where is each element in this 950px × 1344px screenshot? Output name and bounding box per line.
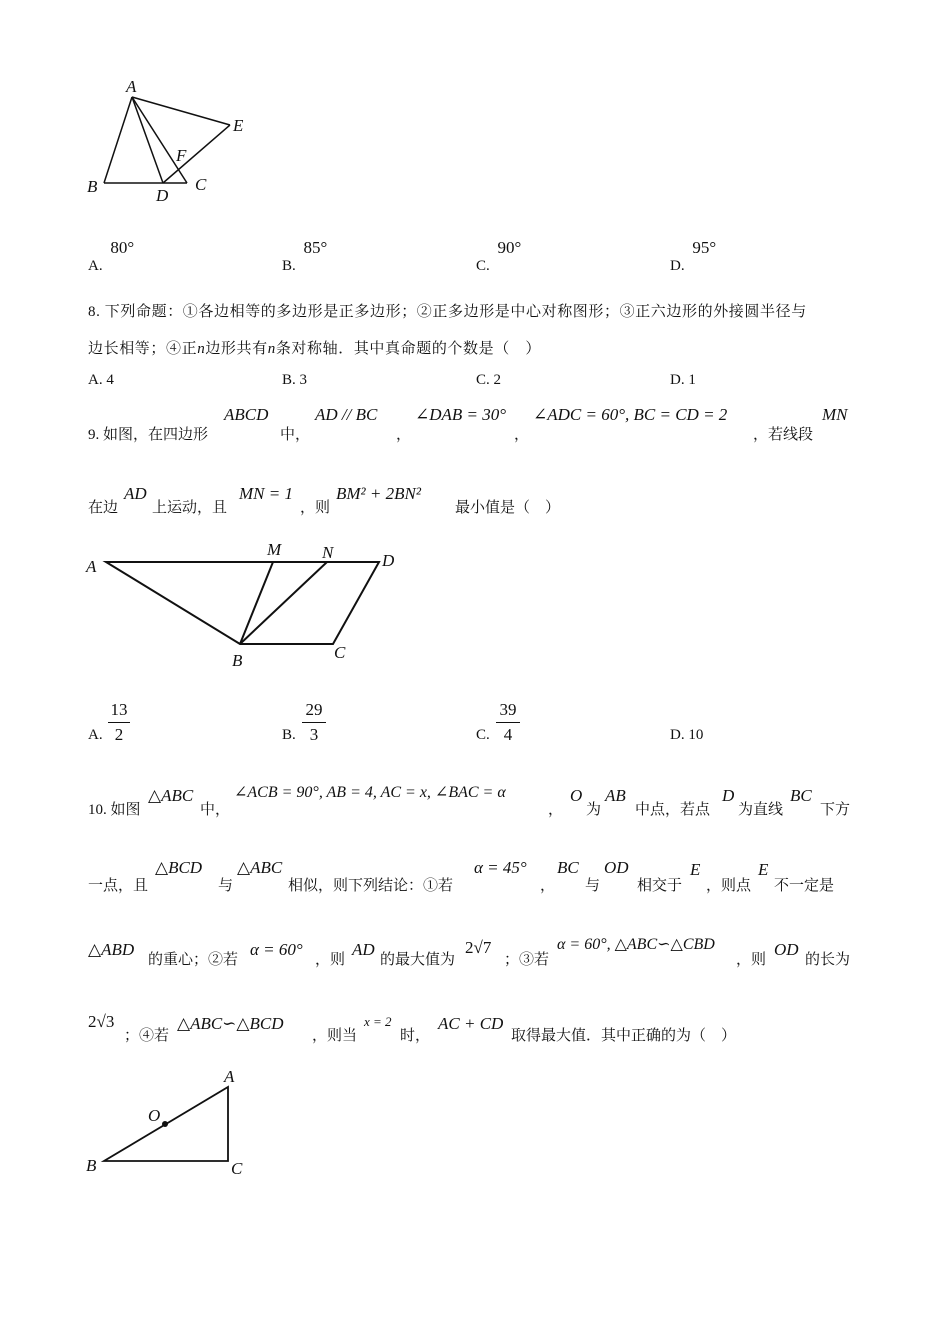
q10-l2-e: 与 [585, 878, 601, 894]
q9-option-a-num: 13 [110, 700, 128, 719]
q10-label-c: C [231, 1159, 243, 1178]
q8-option-d[interactable]: D. 1 [670, 372, 696, 388]
q8-line1: 8. 下列命题：①各边相等的多边形是正多边形；②正多边形是中心对称图形；③正六边形的外接圆半径与 [88, 304, 807, 320]
q9-abcd: ABCD [224, 405, 269, 424]
q9-option-d-letter: D. [670, 727, 685, 743]
q10-od2: OD [774, 940, 799, 959]
q9-parallel: AD // BC [315, 405, 378, 424]
q7-label-f: F [176, 146, 187, 165]
q8-line2 [88, 337, 541, 358]
q10-l1-a: 10. 如图 [88, 802, 141, 818]
q10-e: E [690, 860, 701, 879]
q8-option-b[interactable]: B. 3 [282, 372, 308, 388]
q9-mn: MN [822, 405, 848, 424]
q9-label-d: D [382, 551, 395, 570]
q10-sum: AC + CD [438, 1014, 504, 1033]
q9-option-c-fraction [496, 700, 520, 745]
q10-l2-b: 与 [218, 878, 234, 894]
q8-option-a[interactable]: A. 4 [88, 372, 114, 388]
q10-bc2: BC [557, 858, 579, 877]
q9-option-d-value: 10 [688, 727, 704, 743]
q10-l3-d: ；③若 [504, 952, 550, 968]
q10-l2-g: ，则点 [706, 878, 752, 894]
q7-label-c: C [195, 175, 207, 194]
q10-l2-d: ， [540, 878, 556, 894]
q9-comma2: ， [514, 427, 530, 443]
q10-l1-g: 下方 [820, 802, 851, 818]
q10-label-o: O [148, 1106, 161, 1125]
q10-l3-b: ，则 [315, 952, 346, 968]
q9-l2-c: ，则 [300, 500, 331, 516]
q10-l2-f: 相交于 [637, 878, 683, 894]
q7-label-d: D [156, 186, 169, 205]
q9-option-a-letter[interactable]: A. [88, 727, 103, 743]
q7-option-b-letter: B. [282, 258, 296, 274]
q7-option-c-letter: C. [476, 258, 490, 274]
q9-option-b-num: 29 [305, 700, 323, 719]
q9-option-c-letter[interactable]: C. [476, 727, 490, 743]
q8-line2-a: 边长相等；④正 [88, 341, 198, 357]
q10-l4-a: ；④若 [124, 1028, 170, 1044]
q10-tri-abd: △ABD [88, 940, 135, 959]
q8-n1: n [197, 341, 206, 357]
q10-o: O [570, 786, 583, 805]
q10-tri-abc: △ABC [148, 786, 194, 805]
q10-l3-f: 的长为 [805, 952, 851, 968]
q7-label-a: A [126, 77, 137, 96]
q10-l2-c: 相似，则下列结论：①若 [288, 878, 454, 894]
q9-option-b-fraction [302, 700, 326, 745]
q9-option-c-den: 4 [503, 725, 513, 744]
q10-l2-h: 不一定是 [774, 878, 835, 894]
q9-ad: AD [124, 484, 147, 503]
q9-label-b: B [232, 651, 243, 670]
q10-l3-e: ，则 [736, 952, 767, 968]
q9-label-a: A [86, 557, 97, 576]
q10-ab: AB [605, 786, 626, 805]
q9-expr: BM² + 2BN² [336, 484, 421, 503]
q7-option-b-value: 85° [303, 238, 328, 257]
q10-label-b: B [86, 1156, 97, 1175]
q7-option-a-letter: A. [88, 258, 103, 274]
q7-label-b: B [87, 177, 98, 196]
q9-label-m: M [267, 540, 282, 559]
q9-label-c: C [334, 643, 346, 662]
q10-l1-c: ， [548, 802, 564, 818]
q10-l1-b: 中， [200, 802, 231, 818]
q9-option-b-letter[interactable]: B. [282, 727, 296, 743]
q10-val2: 2√3 [88, 1012, 115, 1031]
q9-option-a-fraction [108, 700, 130, 745]
q9-figure [80, 535, 410, 675]
q9-option-a-den: 2 [114, 725, 124, 744]
q7-figure [80, 75, 260, 210]
q10-ad: AD [352, 940, 375, 959]
q10-l1-e: 中点，若点 [635, 802, 711, 818]
q9-angle2: ∠ADC = 60°, BC = CD = 2 [533, 405, 728, 424]
q9-t3: ，若线段 [753, 427, 814, 443]
q10-tri-bcd: △BCD [155, 858, 203, 877]
q7-option-d-letter: D. [670, 258, 685, 274]
q9-t2: 中， [280, 427, 311, 443]
q10-l4-c: 时， [400, 1028, 431, 1044]
q9-mn-eq: MN = 1 [239, 484, 293, 503]
q10-tri-abc2: △ABC [237, 858, 283, 877]
q9-l2-a: 在边 [88, 500, 119, 516]
q8-option-c[interactable]: C. 2 [476, 372, 502, 388]
q10-point-o [162, 1121, 168, 1127]
q7-option-c-value: 90° [497, 238, 522, 257]
q7-option-c[interactable] [476, 238, 522, 274]
q10-val1: 2√7 [465, 938, 492, 957]
q7-label-e: E [233, 116, 244, 135]
q10-l3-a: 的重心；②若 [148, 952, 239, 968]
q9-angle1: ∠DAB = 30° [415, 405, 507, 424]
q10-l2-a: 一点，且 [88, 878, 149, 894]
q9-label-n: N [322, 543, 334, 562]
q10-l1-f: 为直线 [738, 802, 784, 818]
q10-alpha60: α = 60° [250, 940, 303, 959]
q9-option-b-den: 3 [309, 725, 319, 744]
q7-option-d-value: 95° [692, 238, 717, 257]
q7-option-a[interactable] [88, 238, 135, 274]
q9-option-d[interactable] [670, 727, 703, 744]
q7-option-a-value: 80° [110, 238, 135, 257]
q10-x2: x = 2 [364, 1014, 392, 1029]
q10-figure [80, 1062, 260, 1182]
q10-alpha45: α = 45° [474, 858, 527, 877]
q8-n2: n [267, 341, 276, 357]
q10-bc: BC [790, 786, 812, 805]
q8-line2-b: 边形共有 [205, 341, 268, 357]
q10-d: D [722, 786, 735, 805]
q10-l3-c: 的最大值为 [380, 952, 456, 968]
q10-od: OD [604, 858, 629, 877]
q8-line2-c: 条对称轴．其中真命题的个数是（ ） [275, 341, 542, 357]
q9-l2-b: 上运动，且 [152, 500, 228, 516]
q10-sim: △ABC∽△BCD [177, 1014, 284, 1033]
q9-t1: 9. 如图，在四边形 [88, 427, 209, 443]
q10-l4-d: 取得最大值．其中正确的为（ ） [511, 1028, 737, 1044]
q10-l1-d: 为 [586, 802, 602, 818]
q10-e2: E [758, 860, 769, 879]
q9-option-c-num: 39 [499, 700, 517, 719]
q10-cond3: α = 60°, △ABC∽△CBD [557, 936, 715, 953]
q9-comma1: ， [396, 427, 412, 443]
q7-option-b[interactable] [282, 238, 328, 274]
q7-option-d[interactable] [670, 238, 717, 274]
q10-cond: ∠ACB = 90°, AB = 4, AC = x, ∠BAC = α [234, 784, 506, 801]
q10-l4-b: ，则当 [312, 1028, 358, 1044]
q10-label-a: A [224, 1067, 235, 1086]
q9-l2-d: 最小值是（ ） [455, 500, 561, 516]
